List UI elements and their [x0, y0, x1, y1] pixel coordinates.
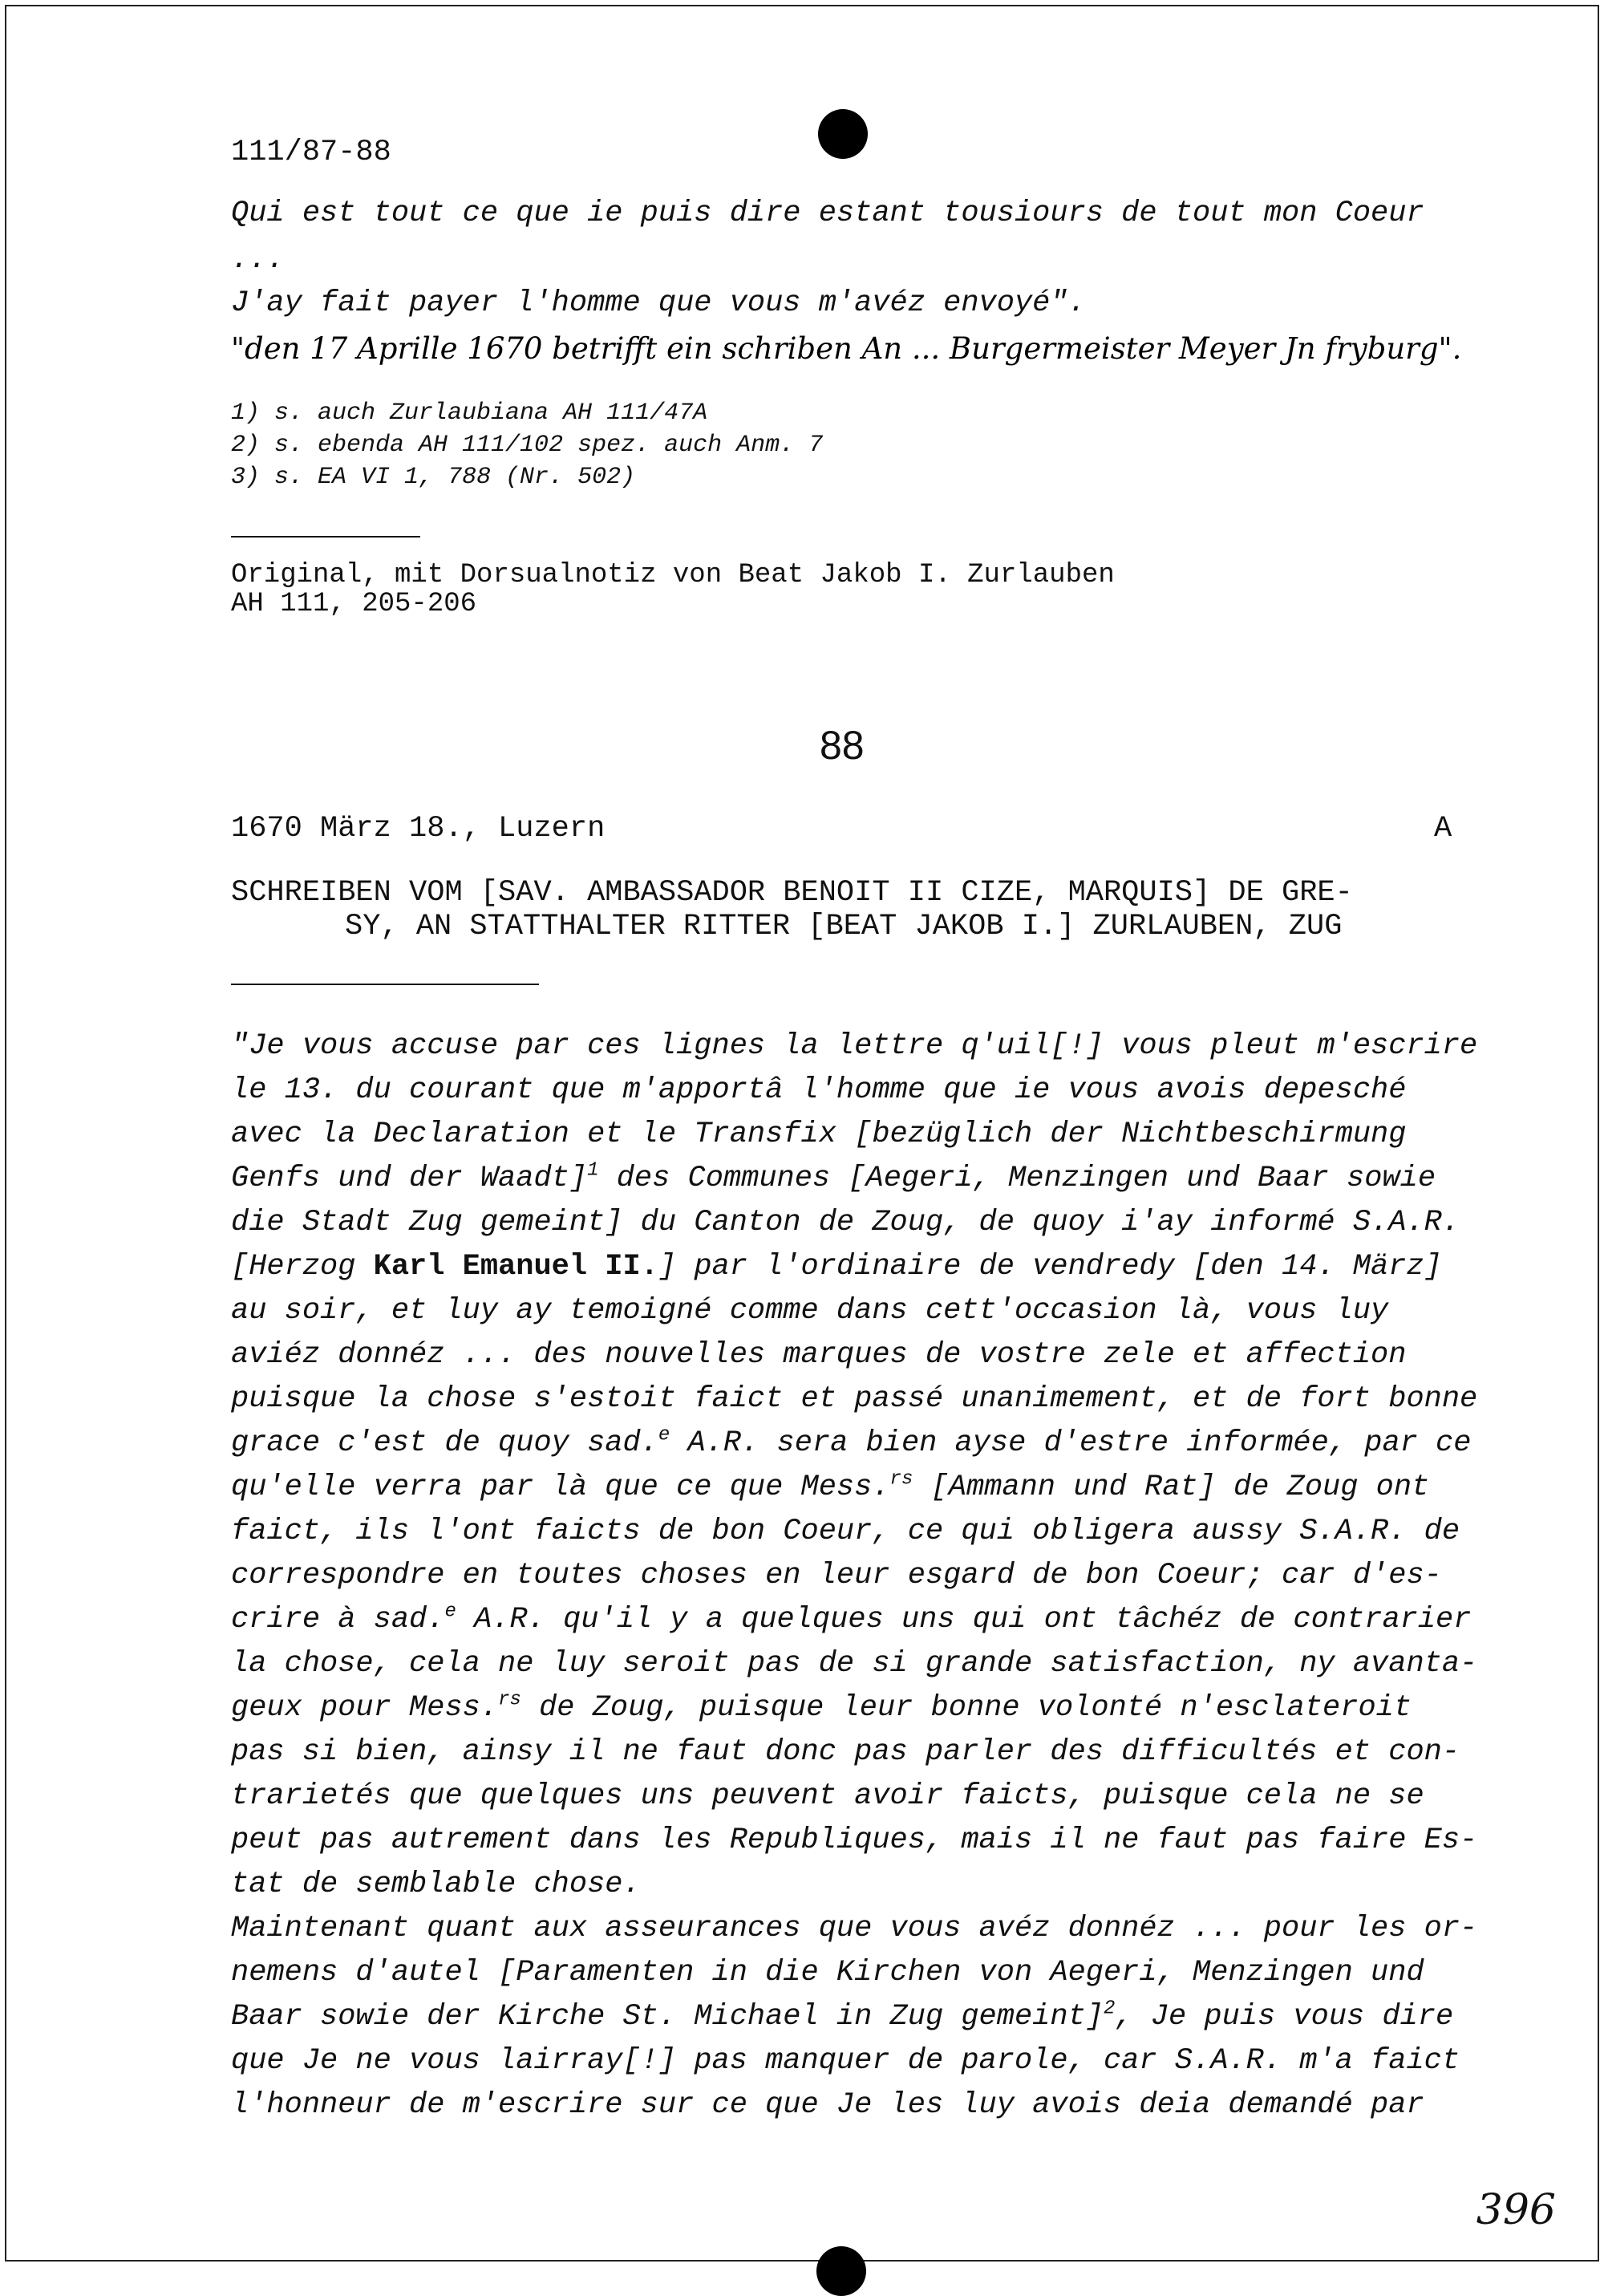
body-text: Genfs und der Waadt] [231, 1162, 588, 1195]
footnote-1: 1) s. auch Zurlaubiana AH 111/47A [231, 400, 708, 427]
body-text: [Ammann und Rat] de Zoug ont [913, 1470, 1430, 1504]
body-line: avec la Declaration et le Transfix [bezüglich der Nichtbeschirmung [231, 1118, 1407, 1151]
body-text: A.R. qu'il y a quelques uns qui ont tâchéz de contrarier [456, 1603, 1472, 1637]
body-text: des Communes [Aegeri, Menzingen und Baar sowie [598, 1162, 1436, 1195]
body-line: aviéz donnéz ... des nouvelles marques de vostre zele et affection [231, 1338, 1407, 1372]
body-text: geux pour Mess. [231, 1691, 499, 1725]
body-line [231, 1600, 1472, 1637]
body-text: de Zoug, puisque leur bonne volonté n'esclateroit [520, 1691, 1412, 1725]
superscript-rs: rs [889, 1468, 913, 1491]
date-place: 1670 März 18., Luzern [231, 812, 606, 846]
body-text: ] par l'ordinaire de vendredy [den 14. März] [658, 1250, 1442, 1284]
body-line: correspondre en toutes choses en leur esgard de bon Coeur; car d'es- [231, 1559, 1442, 1592]
body-line: la chose, cela ne luy seroit pas de si grande satisfaction, ny avanta- [231, 1647, 1478, 1681]
body-text: [Herzog [231, 1250, 374, 1284]
title-divider [231, 984, 539, 985]
footnote-2: 2) s. ebenda AH 111/102 spez. auch Anm. 7 [231, 432, 824, 459]
body-line: "Je vous accuse par ces lignes la lettre q'uil[!] vous pleut m'escrire [231, 1029, 1478, 1063]
body-line: die Stadt Zug gemeint] du Canton de Zoug, de quoy i'ay informé S.A.R. [231, 1206, 1460, 1239]
document-title-line-2: SY, AN STATTHALTER RITTER [BEAT JAKOB I.] ZURLAUBEN, ZUG [345, 910, 1343, 943]
footnote-ref-2: 2 [1103, 1998, 1116, 2020]
source-divider [231, 536, 420, 537]
handwritten-page-number: 396 [1476, 2186, 1556, 2234]
document-marker: A [1434, 812, 1452, 846]
prev-letter-line-1: Qui est tout ce que ie puis dire estant tousiours de tout mon Coeur [231, 197, 1424, 230]
body-line: nemens d'autel [Paramenten in die Kirchen von Aegeri, Menzingen und [231, 1956, 1424, 1990]
footnote-3: 3) s. EA VI 1, 788 (Nr. 502) [231, 464, 636, 491]
footnote-ref-1: 1 [587, 1159, 599, 1182]
body-line: puisque la chose s'estoit faict et passé unanimement, et de fort bonne [231, 1382, 1478, 1416]
document-number: 88 [820, 723, 865, 768]
source-line-1: Original, mit Dorsualnotiz von Beat Jakob I. Zurlauben [231, 560, 1115, 590]
body-line [231, 1424, 1472, 1460]
body-text: grace c'est de quoy sad. [231, 1426, 658, 1460]
body-text: qu'elle verra par là que ce que Mess. [231, 1470, 890, 1504]
punch-hole-top [818, 109, 868, 159]
body-line [231, 1159, 1436, 1195]
superscript-e: e [444, 1600, 456, 1623]
body-line: l'honneur de m'escrire sur ce que Je les luy avois deia demandé par [231, 2088, 1424, 2122]
body-text: , Je puis vous dire [1115, 2000, 1454, 2034]
body-line [231, 1689, 1412, 1725]
body-line: le 13. du courant que m'apportâ l'homme que ie vous avois depesché [231, 1073, 1407, 1107]
dorsal-note: "den 17 Aprille 1670 betrifft ein schriben An ... Burgermeister Meyer Jn fryburg". [231, 331, 1462, 366]
body-text: Baar sowie der Kirche St. Michael in Zug gemeint] [231, 2000, 1104, 2034]
body-line: Maintenant quant aux asseurances que vous avéz donnéz ... pour les or- [231, 1912, 1478, 1945]
body-text: A.R. sera bien ayse d'estre informée, par ce [670, 1426, 1472, 1460]
body-line: tat de semblable chose. [231, 1868, 641, 1901]
page-reference: 111/87-88 [231, 136, 391, 169]
superscript-e: e [658, 1424, 670, 1446]
source-line-2: AH 111, 205-206 [231, 589, 477, 619]
body-line [231, 1252, 1442, 1282]
body-line: pas si bien, ainsy il ne faut donc pas parler des difficultés et con- [231, 1735, 1460, 1769]
body-line [231, 1468, 1430, 1504]
body-text: crire à sad. [231, 1603, 445, 1637]
body-line: trarietés que quelques uns peuvent avoir faicts, puisque cela ne se [231, 1779, 1424, 1813]
superscript-rs: rs [498, 1689, 521, 1711]
body-line: que Je ne vous lairray[!] pas manquer de parole, car S.A.R. m'a faict [231, 2044, 1460, 2078]
punch-hole-bottom [816, 2246, 866, 2296]
body-line: au soir, et luy ay temoigné comme dans cett'occasion là, vous luy [231, 1294, 1389, 1328]
body-line [231, 1998, 1454, 2034]
body-line: peut pas autrement dans les Republiques, mais il ne faut pas faire Es- [231, 1823, 1478, 1857]
prev-letter-line-2: ... [231, 243, 285, 277]
body-bold-name: Karl Emanuel II. [373, 1250, 658, 1284]
body-line: faict, ils l'ont faicts de bon Coeur, ce qui obligera aussy S.A.R. de [231, 1515, 1460, 1548]
document-title-line-1: SCHREIBEN VOM [SAV. AMBASSADOR BENOIT II CIZE, MARQUIS] DE GRE- [231, 876, 1353, 910]
prev-letter-line-3: J'ay fait payer l'homme que vous m'avéz envoyé". [231, 286, 1086, 320]
